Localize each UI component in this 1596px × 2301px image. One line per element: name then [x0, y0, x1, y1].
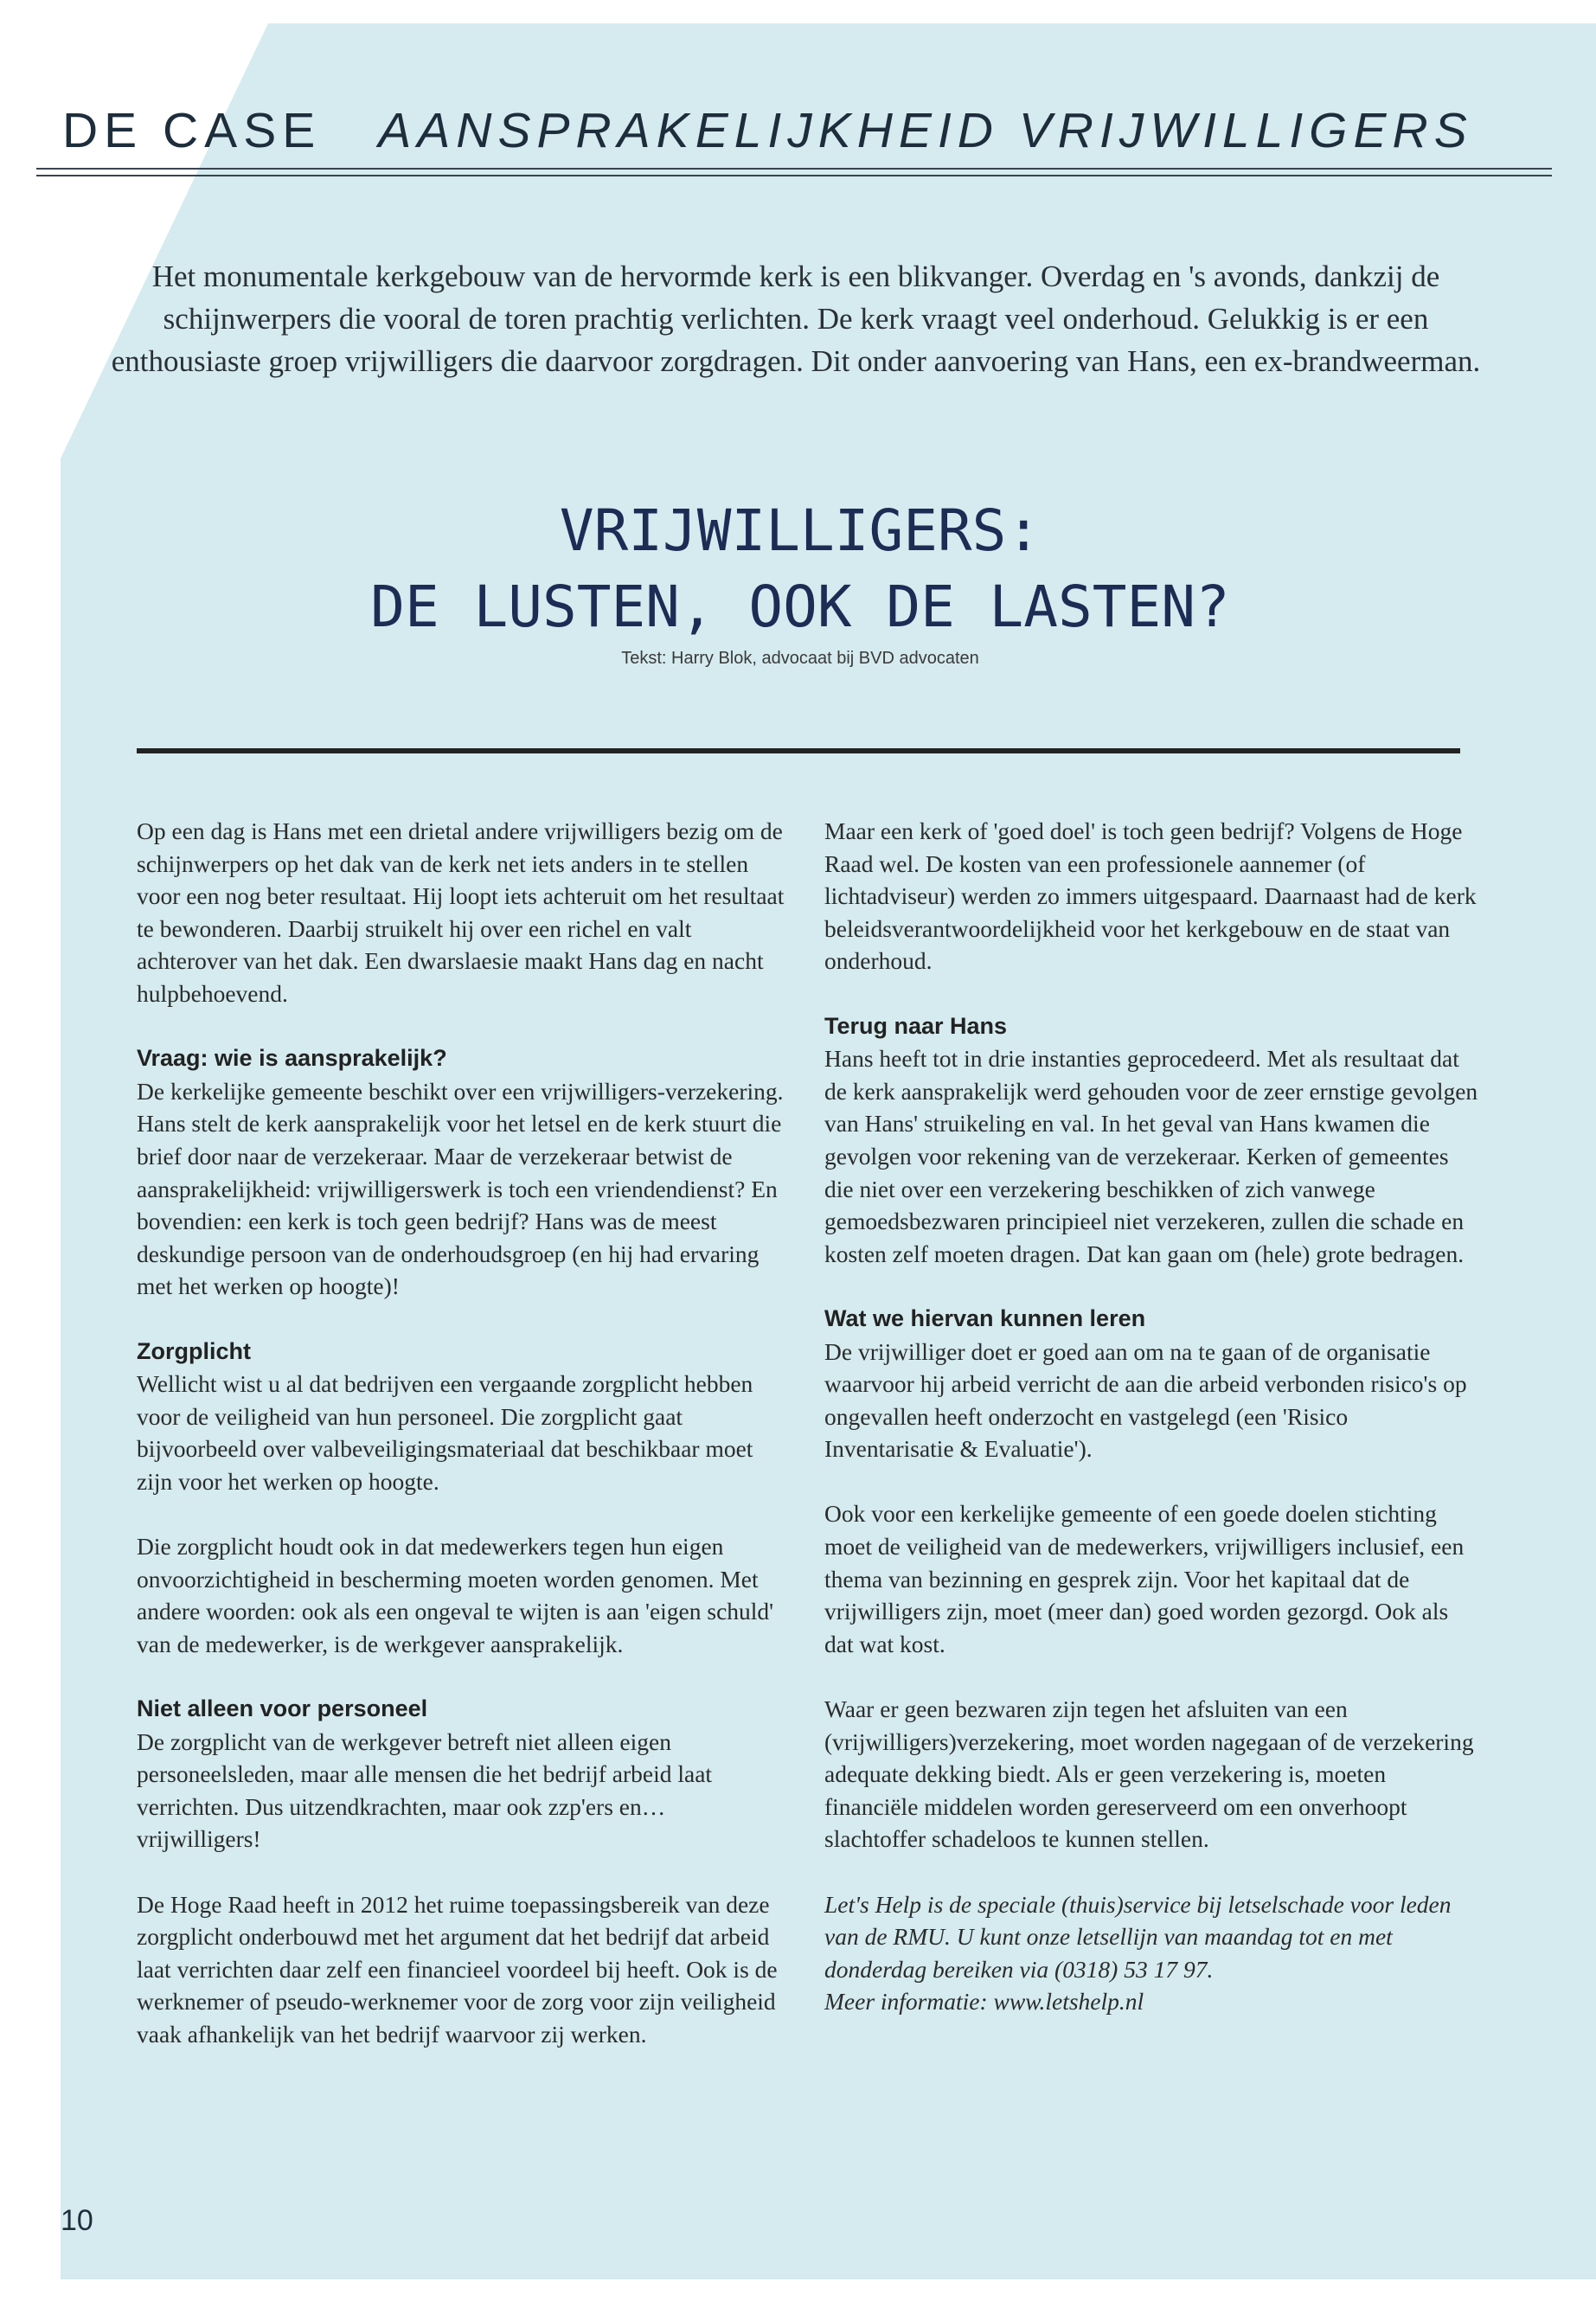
subheading: Vraag: wie is aansprakelijk? [137, 1045, 447, 1072]
paragraph: Op een dag is Hans met een drietal andere vrijwilligers bezig om de schijnwerpers op het dak van de kerk net iets anders in te stellen voor een nog beter resultaat. Hij loopt iets achteruit om het resultaat te bewonderen. Daarbij struikelt hij over een richel en valt achterover van het dak. Een dwarslaesie maakt Hans dag en nacht hulpbehoevend. [137, 817, 785, 1007]
service-note: Let's Help is de speciale (thuis)service bij letselschade voor leden van de RMU. U kunt onze letsellijn van maandag tot en met donderdag bereiken via (0318) 53 17 97. [824, 1890, 1452, 1983]
section-label: DE CASE [62, 103, 322, 158]
title-divider [137, 748, 1460, 753]
paragraph: De kerkelijke gemeente beschikt over een vrijwilligers-verzekering. Hans stelt de kerk aansprakelijk voor het letsel en de kerk stuurt die brief door naar de verzekeraar. Maar de verzekeraar betwist de aansprakelijkheid: vrijwilligerswerk is toch een vriendendienst? En bovendien: een kerk is toch geen bedrijf? Hans was de meest deskundige persoon van de onderhoudsgroep (en hij had ervaring met het werken op hoogte)! [137, 1077, 784, 1300]
header-rule-top [36, 168, 1552, 170]
article-title [173, 493, 1427, 645]
intro-paragraph: Het monumentale kerkgebouw van de hervormde kerk is een blikvanger. Overdag en 's avonds, dankzij de schijnwerpers die vooral de toren prachtig verlichten. De kerk vraagt veel onderhoud. Gelukkig is er een enthousiaste groep vrijwilligers die daarvoor zorgdragen. Dit onder aanvoering van Hans, een ex-brandweerman. [111, 260, 1481, 378]
section-header [62, 102, 1550, 159]
paragraph: De zorgplicht van de werkgever betreft niet alleen eigen personeelsleden, maar alle mensen die het bedrijf arbeid laat verrichten. Dus uitzendkrachten, maar ook zzp'ers en… vrijwilligers! [137, 1727, 713, 1853]
title-line-2: DE LUSTEN, OOK DE LASTEN? [370, 574, 1230, 640]
paragraph: Maar een kerk of 'goed doel' is toch geen bedrijf? Volgens de Hoge Raad wel. De kosten van een professionele aannemer (of lichtadviseur) werden zo immers uitgespaard. Daarnaast had de kerk beleidsverantwoordelijkheid voor het kerkgebouw en de staat van onderhoud. [824, 817, 1477, 975]
right-column [824, 815, 1482, 2018]
section-subtitle: AANSPRAKELIJKHEID VRIJWILLIGERS [378, 103, 1473, 158]
subheading: Wat we hiervan kunnen leren [824, 1304, 1146, 1331]
left-column [137, 815, 794, 2083]
paragraph: Wellicht wist u al dat bedrijven een vergaande zorgplicht hebben voor de veiligheid van hun personeel. Die zorgplicht gaat bijvoorbeeld over valbeveiligingsmateriaal dat beschikbaar moet zijn voor het werken op hoogte. [137, 1370, 753, 1495]
subheading: Terug naar Hans [824, 1012, 1008, 1039]
paragraph: De vrijwilliger doet er goed aan om na te gaan of de organisatie waarvoor hij arbeid verricht de aan die arbeid verbonden risico's op ongevallen heeft onderzocht en vastgelegd (een 'Risico Inventarisatie & Evaluatie'). [824, 1337, 1467, 1463]
byline: Tekst: Harry Blok, advocaat bij BVD advocaten [621, 649, 979, 668]
paragraph: Die zorgplicht houdt ook in dat medewerkers tegen hun eigen onvoorzichtigheid in bescherming moeten worden genomen. Met andere woorden: ook als een ongeval te wijten is aan 'eigen schuld' van de medewerker, is de werkgever aansprakelijk. [137, 1533, 774, 1657]
header-rule-bottom [36, 175, 1552, 176]
subheading: Zorgplicht [137, 1337, 251, 1364]
title-line-1: VRIJWILLIGERS: [559, 497, 1042, 564]
more-info-link[interactable]: Meer informatie: www.letshelp.nl [824, 1988, 1144, 2016]
paragraph: Ook voor een kerkelijke gemeente of een goede doelen stichting moet de veiligheid van de medewerkers, vrijwilligers inclusief, een thema van bezinning en gesprek zijn. Voor het kapitaal dat de vrijwilligers zijn, moet (meer dan) goed worden gezorgd. Ook als dat wat kost. [824, 1500, 1465, 1657]
paragraph: Waar er geen bezwaren zijn tegen het afsluiten van een (vrijwilligers)verzekering, moet worden nagegaan of de verzekering adequate dekking biedt. Als er geen verzekering is, moeten financiële middelen worden gereserveerd om een onverhoopt slachtoffer schadeloos te kunnen stellen. [824, 1695, 1474, 1853]
paragraph: Hans heeft tot in drie instanties geprocedeerd. Met als resultaat dat de kerk aansprakelijk werd gehouden voor de zeer ernstige gevolgen van Hans' struikeling en val. In het geval van Hans kwamen die gevolgen voor rekening van de verzekeraar. Kerken of gemeentes die niet over een verzekering beschikken of zich vanwege gemoedsbezwaren principieel niet verzekeren, zullen die schade en kosten zelf moeten dragen. Dat kan gaan om (hele) grote bedragen. [824, 1045, 1478, 1267]
subheading: Niet alleen voor personeel [137, 1695, 428, 1722]
page-number: 10 [61, 2204, 93, 2237]
paragraph: De Hoge Raad heeft in 2012 het ruime toepassingsbereik van deze zorgplicht onderbouwd met het argument dat het bedrijf dat arbeid laat verrichten daar zelf een financieel voordeel bij heeft. Ook is de werknemer of pseudo-werknemer voor de zorg voor zijn veiligheid vaak afhankelijk van het bedrijf waarvoor zij werken. [137, 1890, 778, 2048]
